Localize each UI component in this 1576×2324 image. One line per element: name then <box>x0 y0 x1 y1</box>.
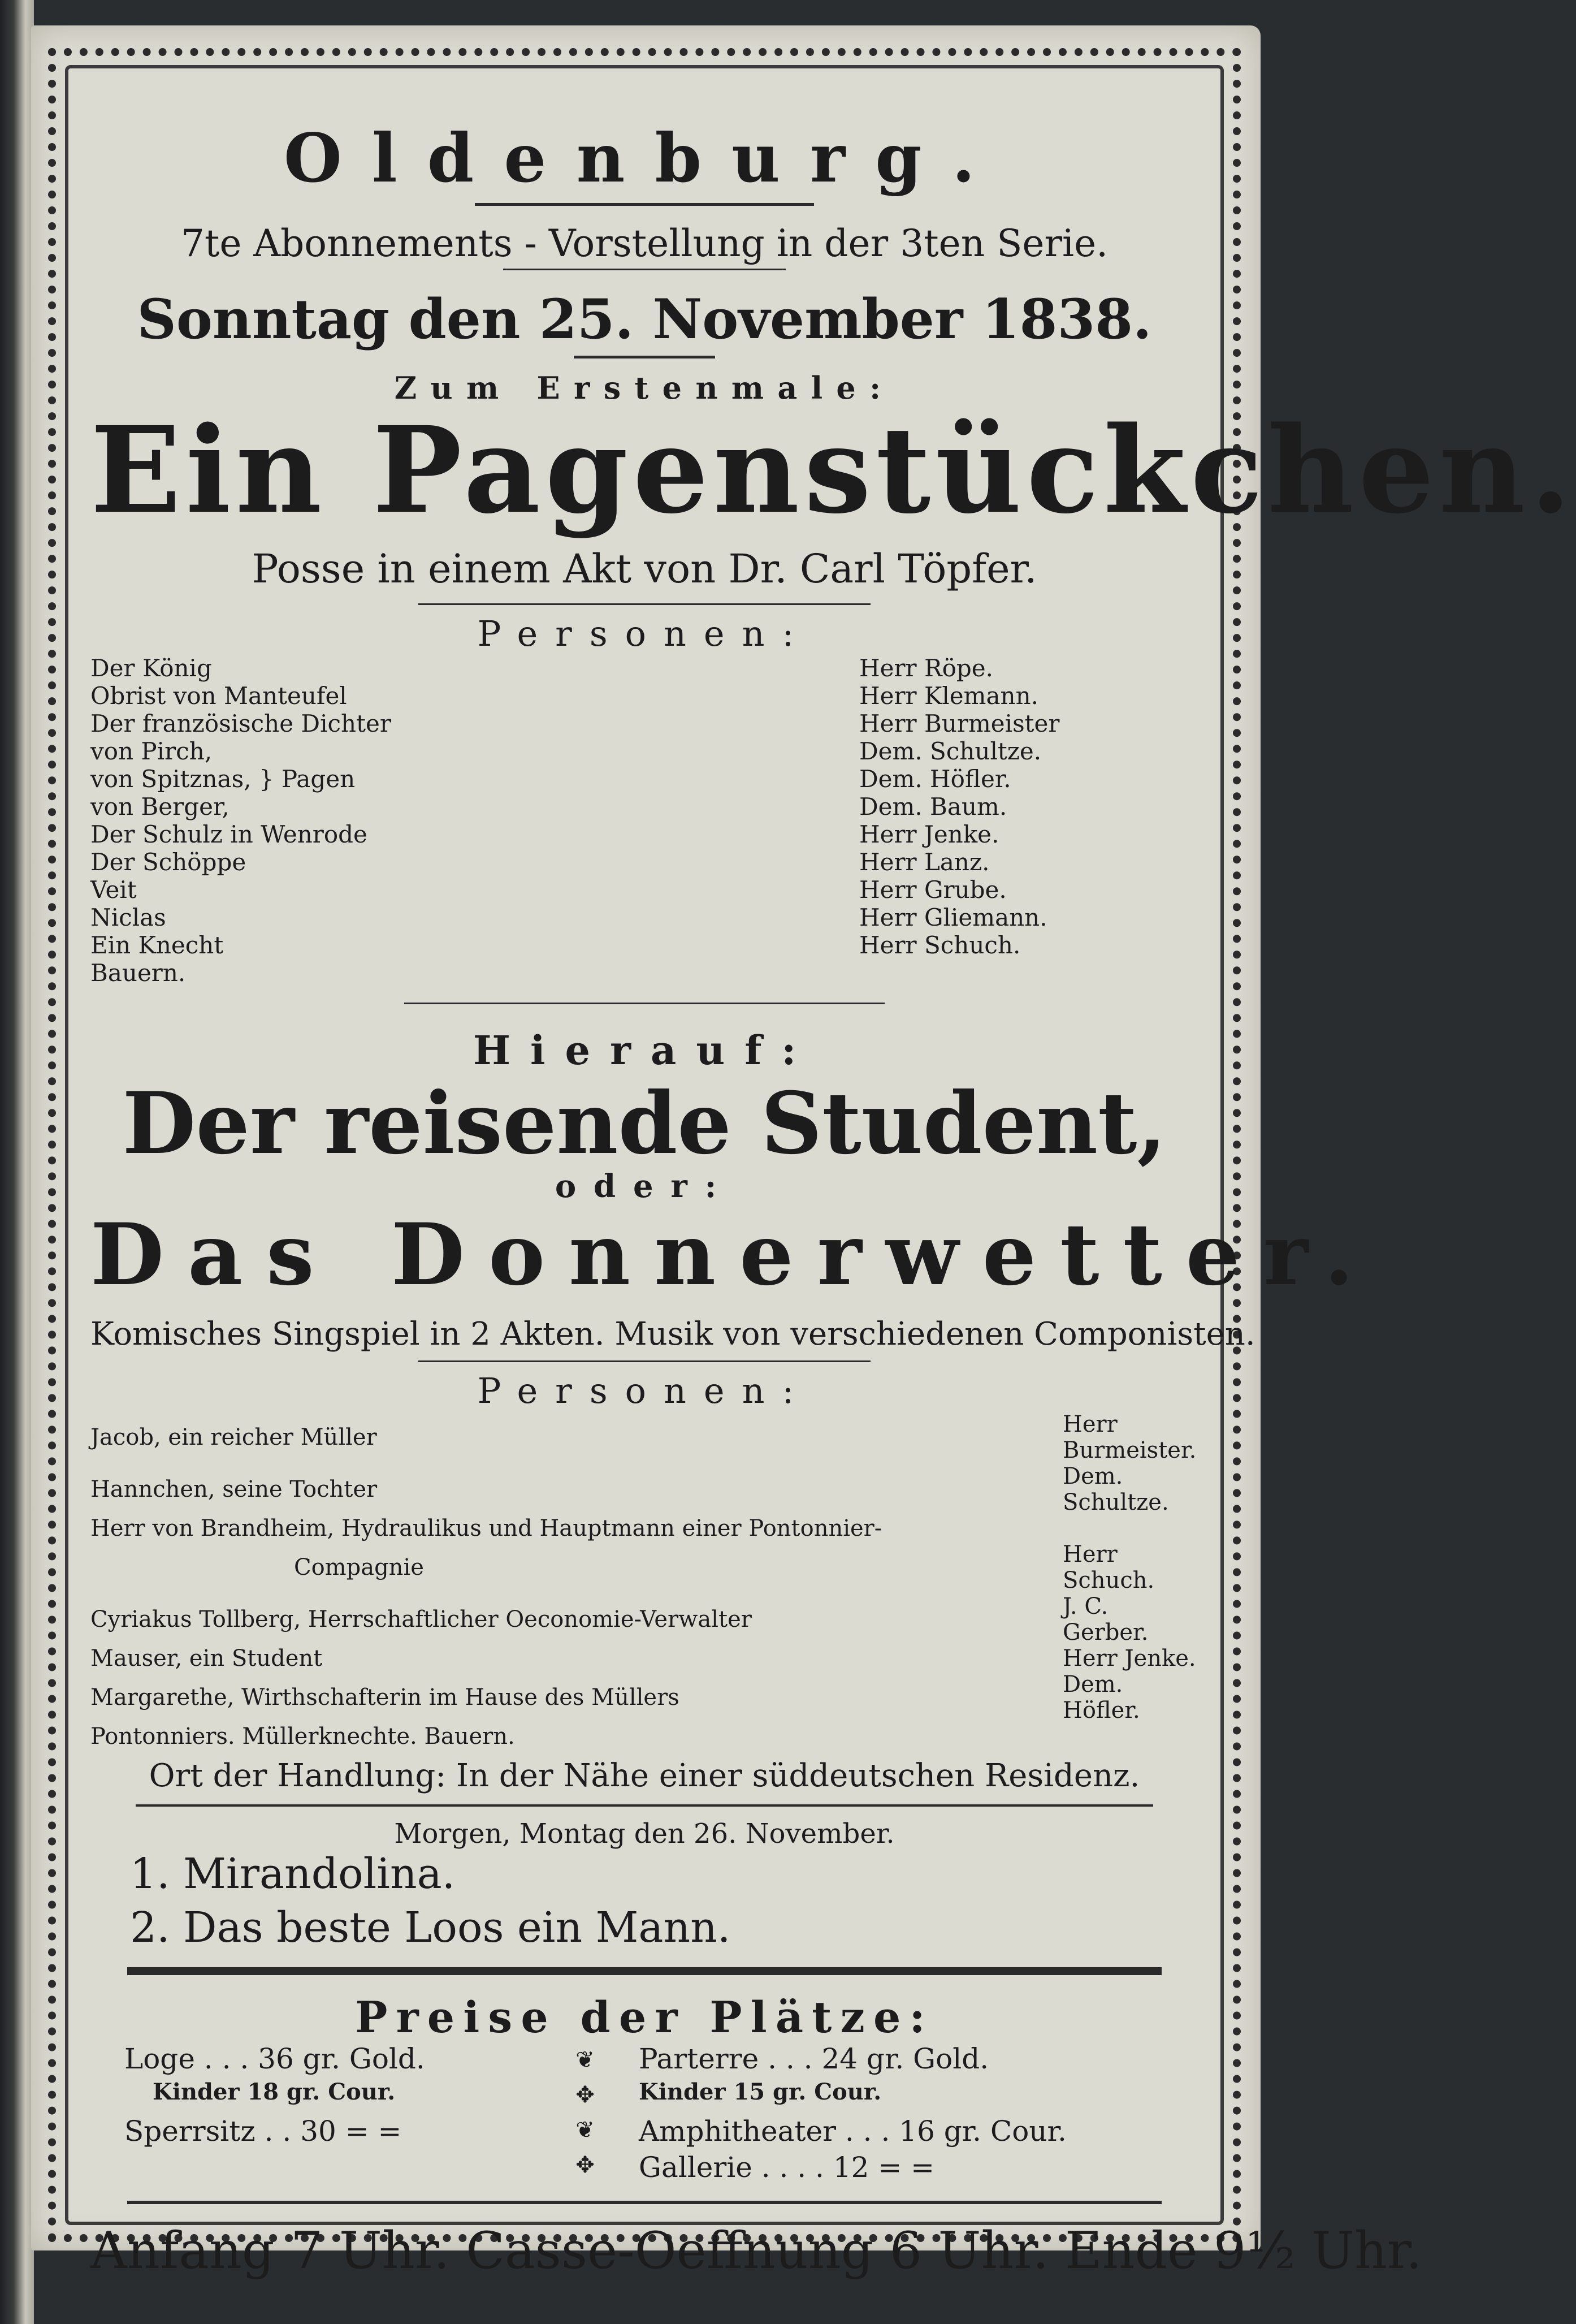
play2-cast-heading: Personen: <box>477 1370 812 1411</box>
price-item: Amphitheater . . . 16 gr. Cour. <box>639 2115 1067 2148</box>
play1-cast-table <box>90 654 1198 987</box>
price-item: Kinder 15 gr. Cour. <box>639 2079 882 2105</box>
cast-role: Veit <box>90 876 137 904</box>
cast-actor: Herr Röpe. <box>859 654 993 682</box>
cast-actor: Dem. Höfler. <box>1063 1671 1140 1723</box>
cast-row <box>90 1541 1198 1593</box>
cast-row <box>90 737 1198 765</box>
divider <box>574 356 715 358</box>
cast-row <box>90 820 1198 848</box>
cast-actor: Herr Lanz. <box>859 848 990 876</box>
cast-actor: Herr Burmeister. <box>1063 1411 1197 1463</box>
cast-row <box>90 765 1198 793</box>
cast-actor: Herr Jenke. <box>1063 1645 1196 1671</box>
cast-actor <box>1063 1515 1198 1541</box>
divider <box>127 2201 1162 2204</box>
cast-actor: Herr Grube. <box>859 876 1007 904</box>
price-item: Kinder 18 gr. Cour. <box>153 2079 396 2105</box>
cast-role: Pontonniers. Müllerknechte. Bauern. <box>90 1723 515 1750</box>
prices-left <box>124 2042 425 2151</box>
cast-row <box>90 876 1198 904</box>
play2-oder: oder: <box>555 1168 734 1205</box>
cast-row <box>90 904 1198 931</box>
cast-role: von Spitznas, } Pagen <box>90 765 356 793</box>
price-item: Sperrsitz . . 30 = = <box>124 2115 402 2148</box>
cast-role: Mauser, ein Student <box>90 1645 323 1671</box>
cast-actor: Herr Schuch. <box>1063 1541 1155 1593</box>
cast-role: Obrist von Manteufel <box>90 682 347 710</box>
divider <box>404 1003 885 1004</box>
cast-row <box>90 1723 1198 1750</box>
cast-actor: J. C. Gerber. <box>1063 1593 1149 1645</box>
cast-role: von Berger, <box>90 793 230 820</box>
price-item: Gallerie . . . . 12 = = <box>639 2151 935 2184</box>
play2-genre: Komisches Singspiel in 2 Akten. Musik von verschiedenen Componisten. <box>90 1316 1255 1353</box>
cast-row <box>90 682 1198 710</box>
play2-title-b: Das Donnerwetter. <box>90 1205 1378 1304</box>
divider <box>418 603 871 605</box>
cast-actor: Herr Burmeister <box>859 710 1060 737</box>
cast-role: Der Schulz in Wenrode <box>90 820 367 848</box>
cast-row <box>90 654 1198 682</box>
cast-row <box>90 959 1198 987</box>
cast-role: Cyriakus Tollberg, Herrschaftlicher Oeconomie-Verwalter <box>90 1606 752 1632</box>
cast-row <box>90 1593 1198 1645</box>
subscription-line: 7te Abonnements - Vorstellung in der 3ten Serie. <box>180 222 1109 265</box>
cast-row <box>90 1463 1198 1515</box>
cast-row <box>90 1645 1198 1671</box>
town-title: Oldenburg. <box>283 119 1006 197</box>
cast-actor: Herr Jenke. <box>859 820 999 848</box>
play1-title: Ein Pagenstückchen. <box>90 400 1576 540</box>
cast-actor: Dem. Schultze. <box>1063 1463 1169 1515</box>
cast-role: von Pirch, <box>90 737 213 765</box>
cast-role: Niclas <box>90 904 166 931</box>
cast-actor: Herr Gliemann. <box>859 904 1047 931</box>
cast-role: Bauern. <box>90 959 186 987</box>
cast-role: Ein Knecht <box>90 931 224 959</box>
times-line: Anfang 7 Uhr. Casse-Oeffnung 6 Uhr. Ende 9½ Uhr. <box>90 2221 1422 2280</box>
tomorrow-play: 2. Das beste Loos ein Mann. <box>130 1903 731 1952</box>
cast-row <box>90 710 1198 737</box>
performance-date: Sonntag den 25. November 1838. <box>137 287 1152 351</box>
cast-role: Compagnie <box>294 1554 424 1580</box>
price-item: Loge . . . 36 gr. Gold. <box>124 2042 425 2075</box>
cast-role: Margarethe, Wirthschafterin im Hause des Müllers <box>90 1684 679 1710</box>
cast-actor <box>859 959 1198 987</box>
cast-role: Der französische Dichter <box>90 710 391 737</box>
play1-genre: Posse in einem Akt von Dr. Carl Töpfer. <box>252 546 1037 592</box>
ornament-icon: ❦ ✥ ❦ ✥ <box>575 2047 595 2178</box>
cast-role: Der Schöppe <box>90 848 246 876</box>
play2-cast-table <box>90 1411 1198 1750</box>
cast-role: Der König <box>90 654 212 682</box>
cast-role: Herr von Brandheim, Hydraulikus und Hauptmann einer Pontonnier- <box>90 1515 882 1541</box>
cast-row <box>90 931 1198 959</box>
cast-row <box>90 1515 1198 1541</box>
prices-block <box>90 2042 1198 2189</box>
book-binding <box>0 0 34 2324</box>
cast-actor: Dem. Baum. <box>859 793 1007 820</box>
thick-divider <box>127 1967 1162 1975</box>
cast-row <box>90 793 1198 820</box>
divider <box>418 1360 871 1362</box>
cast-actor: Herr Klemann. <box>859 682 1038 710</box>
play1-cast-heading: Personen: <box>477 613 812 654</box>
price-item: Parterre . . . 24 gr. Gold. <box>639 2042 989 2075</box>
cast-row <box>90 1671 1198 1723</box>
divider <box>136 1804 1153 1807</box>
divider <box>503 269 786 270</box>
first-time-label: Zum Erstenmale: <box>394 370 895 406</box>
cast-actor: Herr Schuch. <box>859 931 1021 959</box>
play2-place: Ort der Handlung: In der Nähe einer süddeutschen Residenz. <box>149 1757 1140 1794</box>
cast-actor: Dem. Höfler. <box>859 765 1011 793</box>
cast-actor: Dem. Schultze. <box>859 737 1042 765</box>
playbill-content <box>90 107 1576 2280</box>
divider <box>475 203 814 206</box>
cast-row <box>90 1411 1198 1463</box>
cast-role: Hannchen, seine Tochter <box>90 1476 378 1502</box>
hierauf-label: Hierauf: <box>473 1027 816 1074</box>
prices-right <box>639 2042 1067 2187</box>
cast-row <box>90 848 1198 876</box>
prices-heading: Preise der Plätze: <box>355 1992 934 2042</box>
cast-role: Jacob, ein reicher Müller <box>90 1424 377 1450</box>
tomorrow-play: 1. Mirandolina. <box>130 1850 456 1898</box>
tomorrow-heading: Morgen, Montag den 26. November. <box>394 1818 895 1850</box>
cast-actor <box>1063 1723 1198 1750</box>
play2-title-a: Der reisende Student, <box>122 1074 1167 1173</box>
tomorrow-plays <box>130 1850 1198 1957</box>
